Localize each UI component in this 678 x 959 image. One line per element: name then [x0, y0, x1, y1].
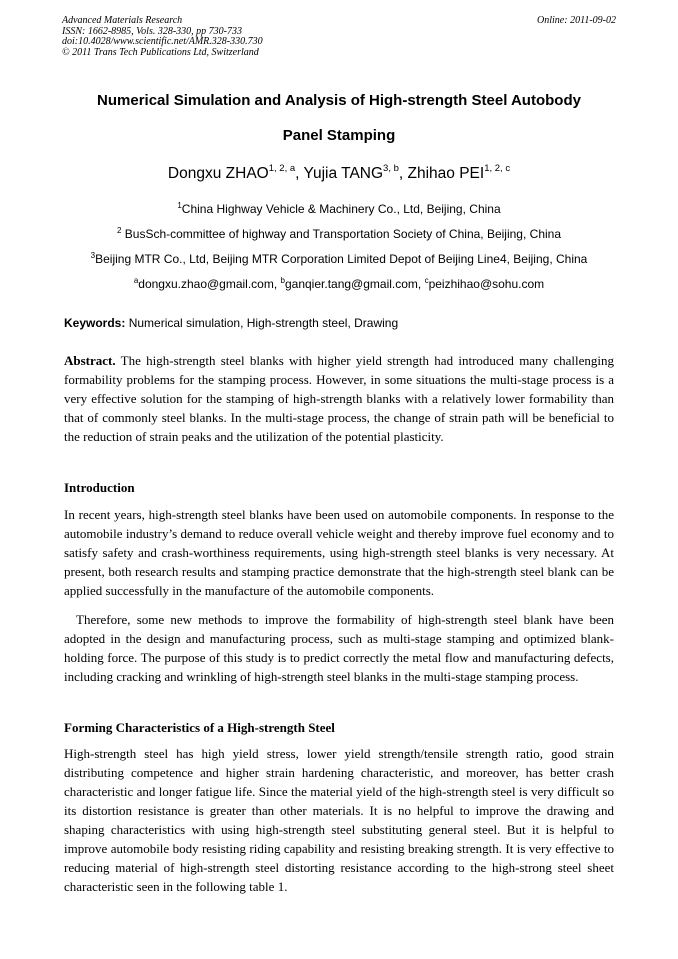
- abstract-text: The high-strength steel blanks with higher yield strength had introduced many challenging formability problems for the stamping process. However, in some situations the multi-stage process is a very effective solution for the stamping of high-strength blanks with a relatively lower formability than that of commonly steel blanks. In the multi-stage process, the change of strain path will be beneficial to the reduction of strain peaks and the utilization of the potential plasticity.: [64, 353, 614, 444]
- author-affiliation-marker: 3, b: [383, 162, 399, 174]
- online-date: Online: 2011-09-02: [537, 15, 616, 26]
- affiliation-text: BusSch-committee of highway and Transportation Society of China, Beijing, China: [121, 227, 562, 241]
- abstract-label: Abstract.: [64, 353, 116, 368]
- affiliation-marker: 3: [90, 251, 96, 260]
- email-address[interactable]: dongxu.zhao@gmail.com,: [138, 277, 281, 291]
- keywords-label: Keywords:: [64, 316, 126, 330]
- introduction-paragraph-1: In recent years, high-strength steel blanks have been used on automobile components. In response to the automobile industry’s demand to reduce overall vehicle weight and thereby improve fuel economy and to satisfy safety and crash-worthiness requirements, using high-strength steel blanks is very necessary. At present, both research results and stamping practice demonstrate that the high-strength steel blank can be applied successfully in the manufacture of the automobile components.: [64, 507, 614, 598]
- affiliation-2: [40, 227, 638, 241]
- journal-copyright: © 2011 Trans Tech Publications Ltd, Switzerland: [62, 46, 259, 58]
- author-list: Dongxu ZHAO$^{1, 2, a}$, Yujia TANG$^{3, b}$, Zhihao PEI$^{1, 2, c}$: [167, 162, 511, 182]
- affiliation-text: China Highway Vehicle & Machinery Co., Ltd, Beijing, China: [181, 202, 501, 216]
- author-affiliation-marker: 1, 2, a: [268, 162, 296, 174]
- affiliation-3: [40, 252, 638, 266]
- journal-header: [62, 16, 263, 58]
- affiliation-marker: 1: [177, 201, 182, 210]
- affiliation-1: [40, 202, 638, 216]
- author-name: Dongxu ZHAO: [167, 165, 269, 182]
- email-marker: b: [280, 276, 285, 285]
- paper-title-line-1: Numerical Simulation and Analysis of High-strength Steel Autobody: [97, 92, 581, 109]
- paper-title-line-2: Panel Stamping: [282, 127, 396, 144]
- section-heading-introduction: Introduction: [64, 480, 135, 495]
- email-address[interactable]: ganqier.tang@gmail.com,: [284, 277, 425, 291]
- forming-paragraph-1: High-strength steel has high yield stress, lower yield strength/tensile strength ratio, good strain distributing competence and higher strain hardening characteristic, and moreover, has better crash characteristic and longer fatigue life. Since the material yield of the high-strength steel is very difficult so its distortion resistance is greater than other materials. It is no helpful to improve the drawing and shaping characteristics with using high-strength steel substituting general steel. But it is helpful to improve automobile body resisting riding capability and resisting breaking strength. It is very effective to reducing material of high-strength steel distorting resistance according to the high-strong steel sheet characteristic seen in the following table 1.: [64, 746, 614, 894]
- email-address[interactable]: peizhihao@sohu.com: [428, 277, 545, 291]
- keywords: [64, 316, 398, 330]
- author-name: Zhihao PEI: [407, 165, 485, 182]
- journal-name: Advanced Materials Research: [62, 15, 183, 26]
- author-name: Yujia TANG: [303, 165, 384, 182]
- affiliation-marker: 2: [116, 226, 122, 235]
- journal-doi[interactable]: doi:10.4028/www.scientific.net/AMR.328-330.730: [62, 36, 263, 47]
- section-heading-forming: Forming Characteristics of a High-strength Steel: [64, 720, 335, 735]
- journal-issn: ISSN: 1662-8985, Vols. 328-330, pp 730-733: [62, 25, 242, 37]
- introduction-paragraph-2: Therefore, some new methods to improve the formability of high-strength steel blank have been adopted in the design and manufacturing process, such as multi-stage stamping and optimized blank-holding force. The purpose of this study is to predict correctly the metal flow and manufacturing defects, including cracking and wrinkling of high-strength steel blanks in the multi-stage stamping process.: [64, 612, 614, 684]
- abstract: [64, 351, 614, 446]
- author-emails: [40, 277, 638, 291]
- email-marker: c: [424, 276, 429, 285]
- author-affiliation-marker: 1, 2, c: [484, 162, 511, 174]
- email-marker: a: [133, 276, 139, 285]
- keywords-text: Numerical simulation, High-strength steel, Drawing: [125, 316, 399, 330]
- affiliation-text: Beijing MTR Co., Ltd, Beijing MTR Corporation Limited Depot of Beijing Line4, Beijing, China: [95, 252, 588, 266]
